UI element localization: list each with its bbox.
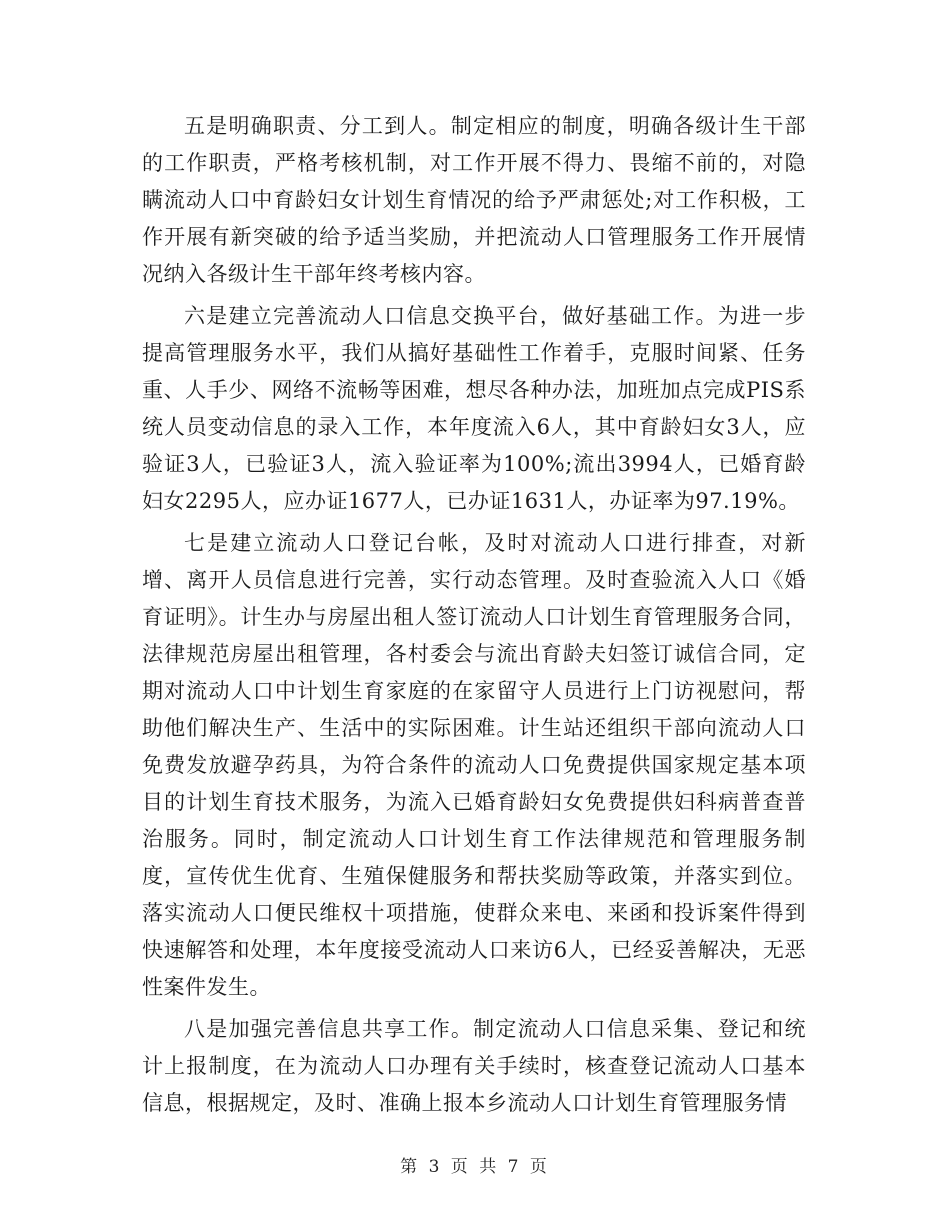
document-body xyxy=(142,108,806,1122)
paragraph-6-info-platform: 六是建立完善流动人口信息交换平台，做好基础工作。为进一步提高管理服务水平，我们从搞好基础性工作着手，克服时间紧、任务重、人手少、网络不流畅等困难，想尽各种办法，加班加点完成PIS系统人员变动信息的录入工作，本年度流入6人，其中育龄妇女3人，应验证3人，已验证3人，流入验证率为100%;流出3994人，已婚育龄妇女2295人，应办证1677人，已办证1631人，办证率为97.19%。 xyxy=(142,304,806,513)
page-number-footer: 第 3 页 共 7 页 xyxy=(400,1157,550,1177)
paragraph-8-info-sharing: 八是加强完善信息共享工作。制定流动人口信息采集、登记和统计上报制度，在为流动人口办理有关手续时，核查登记流动人口基本信息，根据规定，及时、准确上报本乡流动人口计划生育管理服务情 xyxy=(142,1017,806,1115)
paragraph-7-registration-ledger: 七是建立流动人口登记台帐，及时对流动人口进行排查，对新增、离开人员信息进行完善，实行动态管理。及时查验流入人口《婚育证明》。计生办与房屋出租人签订流动人口计划生育管理服务合同，法律规范房屋出租管理，各村委会与流出育龄夫妇签订诚信合同，定期对流动人口中计划生育家庭的在家留守人员进行上门访视慰问，帮助他们解决生产、生活中的实际困难。计生站还组织干部向流动人口免费发放避孕药具，为符合条件的流动人口免费提供国家规定基本项目的计划生育技术服务，为流入已婚育龄妇女免费提供妇科病普查普治服务。同时，制定流动人口计划生育工作法律规范和管理服务制度，宣传优生优育、生殖保健服务和帮扶奖励等政策，并落实到位。落实流动人口便民维权十项措施，使群众来电、来函和投诉案件得到快速解答和处理，本年度接受流动人口来访6人，已经妥善解决，无恶性案件发生。 xyxy=(142,531,806,999)
paragraph-5-responsibilities: 五是明确职责、分工到人。制定相应的制度，明确各级计生干部的工作职责，严格考核机制，对工作开展不得力、畏缩不前的，对隐瞒流动人口中育龄妇女计划生育情况的给予严肃惩处;对工作积极，工作开展有新突破的给予适当奖励，并把流动人口管理服务工作开展情况纳入各级计生干部年终考核内容。 xyxy=(142,114,806,286)
